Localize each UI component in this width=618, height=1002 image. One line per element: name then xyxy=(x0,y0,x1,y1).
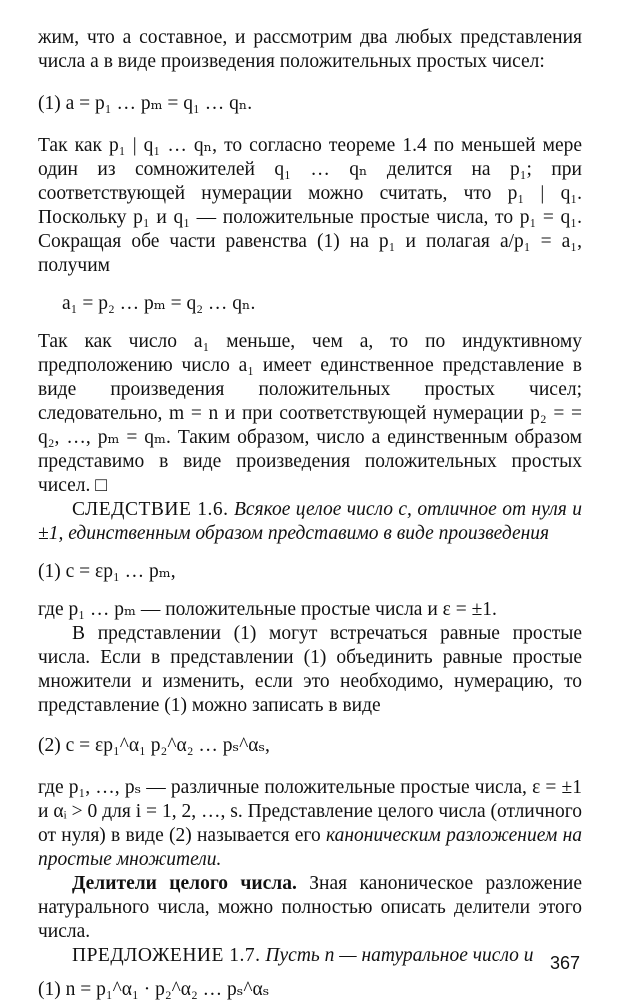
proposition-heading: ПРЕДЛОЖЕНИЕ 1.7. xyxy=(72,945,261,966)
corollary-heading: СЛЕДСТВИЕ 1.6. xyxy=(72,499,229,520)
paragraph-divisibility: Так как p₁ | q₁ … qₙ, то согласно теореме 1.4 по меньшей мере один из сомножителей q₁ … qₙ делится на p₁; при соответствующей нумерации можно считать, что p₁ | q₁. Поскольку p₁ и q₁ — положительные простые числа, то p₁ = q₁. Сокращая обе части равенства (1) на p₁ и полагая a/p₁ = a₁, получим xyxy=(38,135,582,276)
formula-1-signed-product: (1) c = εp₁ … pₘ, xyxy=(38,561,176,582)
proposition-statement: Пусть n — натуральное число и xyxy=(265,945,534,966)
canonical-definition-term: каноническим разложением на простые множители. xyxy=(38,825,583,870)
canonical-definition-text: где p₁, …, pₛ — различные положительные простые числа, ε = ±1 и αᵢ > 0 для i = 1, 2, …, s. Представление целого числа (отличного от нуля) в виде (2) называется его xyxy=(38,777,582,846)
corollary-statement: Всякое целое число c, отличное от нуля и ±1, единственным образом представимо в виде произведения xyxy=(38,499,582,544)
formula-2-canonical-form: (2) c = εp₁^α₁ p₂^α₂ … pₛ^αₛ, xyxy=(38,735,270,756)
formula-1-natural-canonical: (1) n = p₁^α₁ · p₂^α₂ … pₛ^αₛ xyxy=(38,979,270,1000)
divisors-heading: Делители целого числа. xyxy=(72,873,297,894)
paragraph-divisors xyxy=(38,872,582,944)
paragraph-where-primes: где p₁ … pₘ — положительные простые числа и ε = ±1. xyxy=(38,599,497,620)
paragraph-canonical-definition xyxy=(38,776,582,872)
corollary-1-6 xyxy=(38,498,582,546)
proposition-1-7 xyxy=(38,944,582,968)
paragraph-equal-primes: В представлении (1) могут встречаться равные простые числа. Если в представлении (1) объединить равные простые множители и изменить, если это необходимо, нумерацию, то представление (1) можно записать в виде xyxy=(38,623,582,716)
paragraph-proof-start: жим, что a составное, и рассмотрим два любых представления числа a в виде произведения положительных простых чисел: xyxy=(38,27,582,72)
formula-1-factorizations: (1) a = p₁ … pₘ = q₁ … qₙ. xyxy=(38,93,253,114)
page-number: 367 xyxy=(549,953,580,973)
paragraph-induction: Так как число a₁ меньше, чем a, то по индуктивному предположению число a₁ имеет единственное представление в виде произведения положительных простых чисел; следовательно, m = n и при соответствующей нумерации p₂ = = q₂, …, pₘ = qₘ. Таким образом, число a единственным образом представимо в виде произведения положительных простых чисел. □ xyxy=(38,331,582,496)
formula-reduced-factorizations: a₁ = p₂ … pₘ = q₂ … qₙ. xyxy=(62,293,256,314)
divisors-text: Зная каноническое разложение натурального числа, можно полностью описать делители этого числа. xyxy=(38,873,583,942)
